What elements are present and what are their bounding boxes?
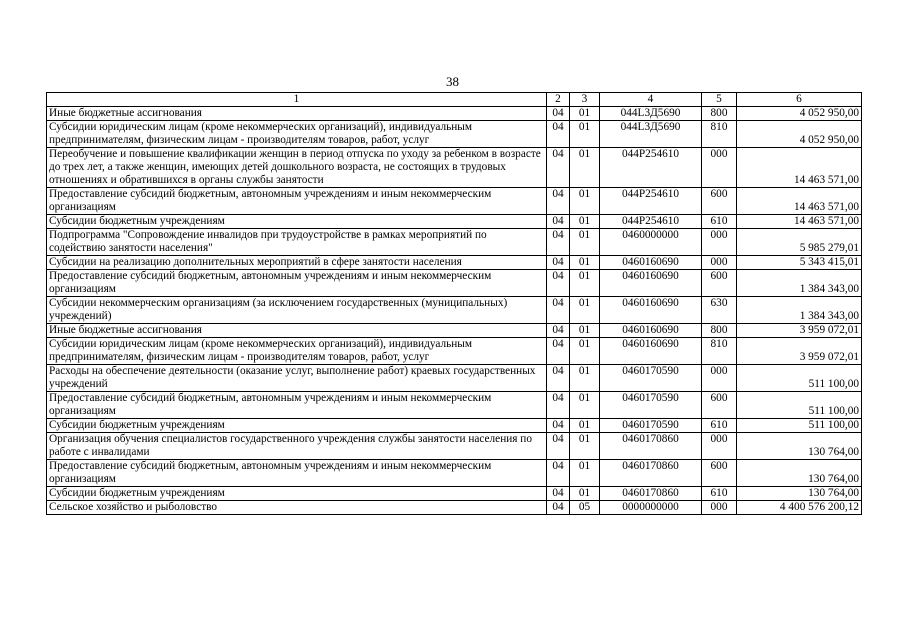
row-section-code: 04	[547, 215, 570, 229]
row-section-code: 04	[547, 392, 570, 419]
row-amount: 5 985 279,01	[737, 229, 862, 256]
row-section-code: 04	[547, 338, 570, 365]
row-amount: 4 052 950,00	[737, 107, 862, 121]
row-amount: 1 384 343,00	[737, 270, 862, 297]
row-target-code: 0460160690	[600, 324, 702, 338]
row-description: Субсидии юридическим лицам (кроме некоммерческих организаций), индивидуальным предпринимателям, физическим лицам - производителям товаров, работ, услуг	[47, 338, 547, 365]
row-amount: 130 764,00	[737, 460, 862, 487]
table-row	[47, 365, 862, 392]
page-number: 38	[446, 74, 459, 89]
row-subsection-code: 01	[570, 229, 600, 256]
row-expense-type-code: 600	[702, 270, 737, 297]
row-expense-type-code: 810	[702, 121, 737, 148]
row-target-code: 0460170590	[600, 392, 702, 419]
table-row	[47, 338, 862, 365]
row-expense-type-code: 610	[702, 419, 737, 433]
column-header: 6	[737, 93, 862, 107]
row-section-code: 04	[547, 270, 570, 297]
row-target-code: 0460170860	[600, 487, 702, 501]
table-row	[47, 256, 862, 270]
column-header: 2	[547, 93, 570, 107]
row-amount: 3 959 072,01	[737, 324, 862, 338]
row-expense-type-code: 000	[702, 501, 737, 515]
column-header: 5	[702, 93, 737, 107]
row-subsection-code: 01	[570, 121, 600, 148]
budget-table	[46, 92, 862, 515]
row-subsection-code: 05	[570, 501, 600, 515]
row-section-code: 04	[547, 188, 570, 215]
table-row	[47, 107, 862, 121]
row-section-code: 04	[547, 501, 570, 515]
row-section-code: 04	[547, 107, 570, 121]
row-target-code: 044Р254610	[600, 188, 702, 215]
row-section-code: 04	[547, 419, 570, 433]
row-description: Субсидии бюджетным учреждениям	[47, 419, 547, 433]
row-section-code: 04	[547, 256, 570, 270]
row-target-code: 0460170860	[600, 433, 702, 460]
row-subsection-code: 01	[570, 419, 600, 433]
row-amount: 130 764,00	[737, 433, 862, 460]
row-description: Переобучение и повышение квалификации женщин в период отпуска по уходу за ребенком в возрасте до трех лет, а также женщин, имеющих детей дошкольного возраста, не состоящих в трудовых отношениях и обратившихся в органы службы занятости	[47, 148, 547, 188]
column-header: 4	[600, 93, 702, 107]
row-subsection-code: 01	[570, 392, 600, 419]
table-row	[47, 270, 862, 297]
table-row	[47, 419, 862, 433]
row-description: Организация обучения специалистов государственного учреждения службы занятости населения по работе с инвалидами	[47, 433, 547, 460]
row-subsection-code: 01	[570, 433, 600, 460]
row-section-code: 04	[547, 460, 570, 487]
row-amount: 511 100,00	[737, 419, 862, 433]
table-row	[47, 460, 862, 487]
row-expense-type-code: 600	[702, 188, 737, 215]
row-target-code: 0000000000	[600, 501, 702, 515]
table-row	[47, 148, 862, 188]
row-section-code: 04	[547, 297, 570, 324]
row-expense-type-code: 600	[702, 460, 737, 487]
row-section-code: 04	[547, 324, 570, 338]
row-description: Иные бюджетные ассигнования	[47, 324, 547, 338]
row-subsection-code: 01	[570, 338, 600, 365]
row-description: Предоставление субсидий бюджетным, автономным учреждениям и иным некоммерческим организациям	[47, 270, 547, 297]
row-target-code: 044Р254610	[600, 148, 702, 188]
row-target-code: 0460160690	[600, 338, 702, 365]
row-target-code: 044L3Д5690	[600, 121, 702, 148]
table-row	[47, 188, 862, 215]
row-expense-type-code: 610	[702, 487, 737, 501]
row-expense-type-code: 600	[702, 392, 737, 419]
row-target-code: 044Р254610	[600, 215, 702, 229]
row-description: Сельское хозяйство и рыболовство	[47, 501, 547, 515]
row-subsection-code: 01	[570, 215, 600, 229]
row-section-code: 04	[547, 121, 570, 148]
row-target-code: 0460160690	[600, 270, 702, 297]
row-expense-type-code: 810	[702, 338, 737, 365]
row-subsection-code: 01	[570, 188, 600, 215]
header-row	[47, 93, 862, 107]
row-amount: 511 100,00	[737, 365, 862, 392]
row-expense-type-code: 000	[702, 433, 737, 460]
row-subsection-code: 01	[570, 324, 600, 338]
row-expense-type-code: 800	[702, 107, 737, 121]
table-row	[47, 324, 862, 338]
row-target-code: 0460160690	[600, 256, 702, 270]
row-section-code: 04	[547, 487, 570, 501]
row-section-code: 04	[547, 229, 570, 256]
row-amount: 1 384 343,00	[737, 297, 862, 324]
row-description: Субсидии на реализацию дополнительных мероприятий в сфере занятости населения	[47, 256, 547, 270]
row-expense-type-code: 630	[702, 297, 737, 324]
row-amount: 5 343 415,01	[737, 256, 862, 270]
row-subsection-code: 01	[570, 107, 600, 121]
table-row	[47, 229, 862, 256]
row-expense-type-code: 000	[702, 256, 737, 270]
row-section-code: 04	[547, 433, 570, 460]
row-section-code: 04	[547, 365, 570, 392]
table-row	[47, 392, 862, 419]
row-amount: 14 463 571,00	[737, 148, 862, 188]
row-subsection-code: 01	[570, 487, 600, 501]
row-amount: 4 400 576 200,12	[737, 501, 862, 515]
column-header: 1	[47, 93, 547, 107]
row-amount: 130 764,00	[737, 487, 862, 501]
row-amount: 4 052 950,00	[737, 121, 862, 148]
row-expense-type-code: 000	[702, 148, 737, 188]
table-row	[47, 121, 862, 148]
row-description: Субсидии бюджетным учреждениям	[47, 215, 547, 229]
row-description: Подпрограмма "Сопровождение инвалидов при трудоустройстве в рамках мероприятий по содействию занятости населения"	[47, 229, 547, 256]
row-description: Предоставление субсидий бюджетным, автономным учреждениям и иным некоммерческим организациям	[47, 460, 547, 487]
row-subsection-code: 01	[570, 148, 600, 188]
row-expense-type-code: 000	[702, 365, 737, 392]
row-expense-type-code: 800	[702, 324, 737, 338]
row-amount: 14 463 571,00	[737, 188, 862, 215]
row-target-code: 0460170590	[600, 365, 702, 392]
table-row	[47, 433, 862, 460]
table-row	[47, 297, 862, 324]
row-description: Субсидии некоммерческим организациям (за исключением государственных (муниципальных) учреждений)	[47, 297, 547, 324]
row-section-code: 04	[547, 148, 570, 188]
table-row	[47, 487, 862, 501]
row-description: Расходы на обеспечение деятельности (оказание услуг, выполнение работ) краевых государственных учреждений	[47, 365, 547, 392]
row-subsection-code: 01	[570, 270, 600, 297]
row-target-code: 0460000000	[600, 229, 702, 256]
column-header: 3	[570, 93, 600, 107]
row-subsection-code: 01	[570, 460, 600, 487]
row-description: Субсидии бюджетным учреждениям	[47, 487, 547, 501]
row-expense-type-code: 610	[702, 215, 737, 229]
row-amount: 14 463 571,00	[737, 215, 862, 229]
row-amount: 3 959 072,01	[737, 338, 862, 365]
row-expense-type-code: 000	[702, 229, 737, 256]
row-subsection-code: 01	[570, 365, 600, 392]
row-amount: 511 100,00	[737, 392, 862, 419]
row-subsection-code: 01	[570, 256, 600, 270]
row-target-code: 0460170860	[600, 460, 702, 487]
table-row	[47, 215, 862, 229]
row-target-code: 044L3Д5690	[600, 107, 702, 121]
table-row	[47, 501, 862, 515]
row-target-code: 0460160690	[600, 297, 702, 324]
row-description: Субсидии юридическим лицам (кроме некоммерческих организаций), индивидуальным предпринимателям, физическим лицам - производителям товаров, работ, услуг	[47, 121, 547, 148]
row-description: Иные бюджетные ассигнования	[47, 107, 547, 121]
row-description: Предоставление субсидий бюджетным, автономным учреждениям и иным некоммерческим организациям	[47, 188, 547, 215]
row-subsection-code: 01	[570, 297, 600, 324]
row-description: Предоставление субсидий бюджетным, автономным учреждениям и иным некоммерческим организациям	[47, 392, 547, 419]
row-target-code: 0460170590	[600, 419, 702, 433]
